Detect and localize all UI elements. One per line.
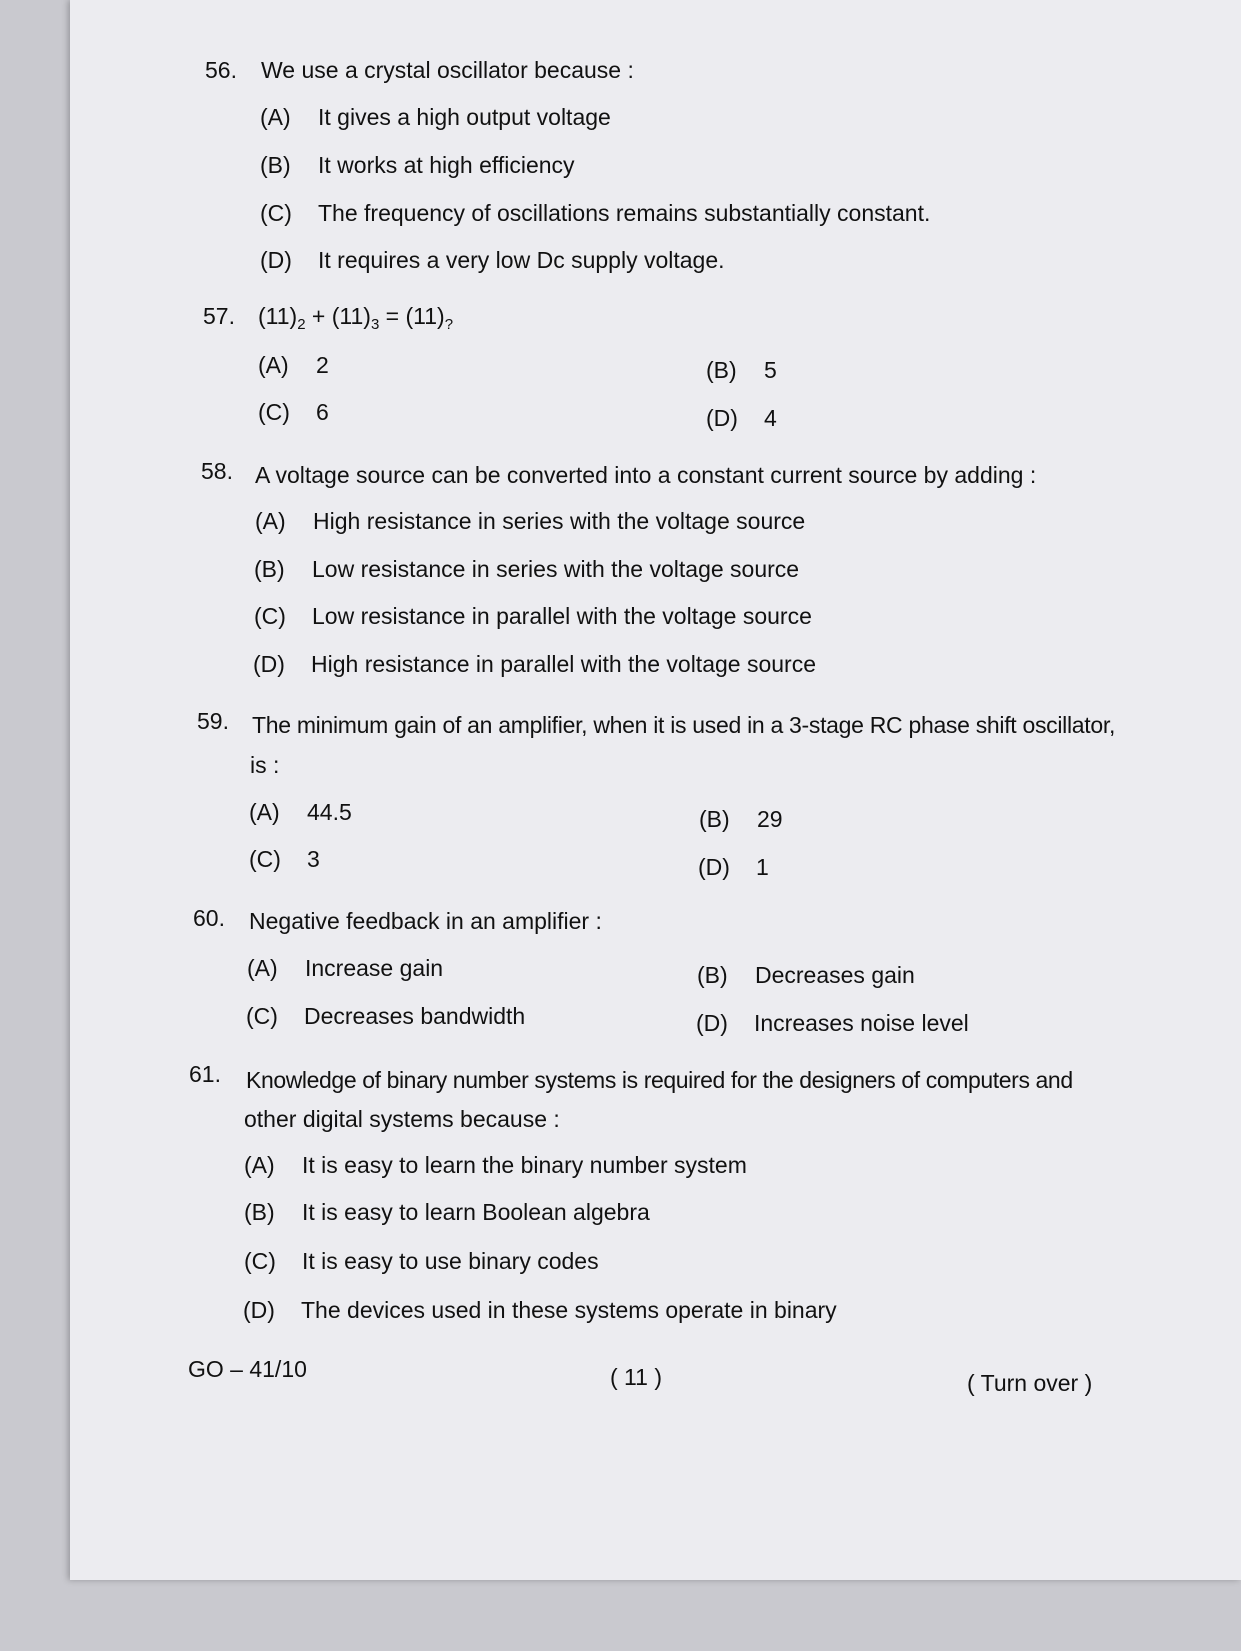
- option: [706, 405, 777, 432]
- option: [244, 1152, 747, 1179]
- option-text: High resistance in parallel with the voltage source: [311, 651, 816, 677]
- option-text: 1: [756, 854, 769, 880]
- option-label: (A): [258, 352, 289, 378]
- option-text: 44.5: [307, 799, 352, 825]
- option-text: Increases noise level: [754, 1010, 969, 1036]
- option-label: (A): [260, 104, 291, 130]
- question-text: The minimum gain of an amplifier, when it is used in a 3-stage RC phase shift oscillator,: [252, 712, 1116, 738]
- question-number: 61.: [189, 1061, 221, 1087]
- option-text: It is easy to learn Boolean algebra: [302, 1199, 650, 1225]
- option-text: 6: [316, 399, 329, 425]
- option-label: (D): [698, 854, 730, 880]
- option: [254, 603, 812, 630]
- question-text: A voltage source can be converted into a constant current source by adding :: [255, 462, 1037, 488]
- option-text: It works at high efficiency: [318, 152, 575, 178]
- option-label: (C): [244, 1248, 276, 1274]
- option-label: (D): [243, 1297, 275, 1323]
- option-label: (C): [254, 603, 286, 629]
- option-text: Decreases gain: [755, 962, 915, 988]
- question-text-cont: other digital systems because :: [244, 1106, 560, 1132]
- option: [706, 357, 777, 384]
- option-label: (B): [254, 556, 285, 582]
- option-text: Decreases bandwidth: [304, 1003, 526, 1029]
- option-text: It is easy to learn the binary number system: [302, 1152, 747, 1178]
- option: [699, 806, 783, 833]
- option-label: (C): [246, 1003, 278, 1029]
- option-label: (B): [260, 152, 291, 178]
- option: [243, 1297, 837, 1324]
- option: [249, 846, 320, 873]
- option: [254, 556, 799, 583]
- option-label: (B): [697, 962, 728, 988]
- option-label: (B): [699, 806, 730, 832]
- option-label: (A): [247, 955, 278, 981]
- option-text: The devices used in these systems operate in binary: [301, 1297, 837, 1323]
- option: [246, 1003, 525, 1030]
- option: [253, 651, 816, 678]
- option: [260, 152, 575, 179]
- option-text: Low resistance in parallel with the voltage source: [312, 603, 812, 629]
- option: [260, 247, 725, 274]
- option-text: 2: [316, 352, 329, 378]
- question-number: 59.: [197, 708, 229, 734]
- option-text: 3: [307, 846, 320, 872]
- option-label: (D): [253, 651, 285, 677]
- option-label: (B): [244, 1199, 275, 1225]
- question-text: We use a crystal oscillator because :: [261, 57, 634, 83]
- option-text: 5: [764, 357, 777, 383]
- option: [247, 955, 443, 982]
- question-number: 58.: [201, 458, 233, 484]
- option: [260, 104, 611, 131]
- option: [244, 1199, 650, 1226]
- option-text: 4: [764, 405, 777, 431]
- exam-page: [70, 0, 1241, 1580]
- option-text: The frequency of oscillations remains substantially constant.: [318, 200, 931, 226]
- option-label: (A): [255, 508, 286, 534]
- option-text: 29: [757, 806, 783, 832]
- question-number: 57.: [203, 303, 235, 329]
- option-text: It gives a high output voltage: [318, 104, 611, 130]
- question-number: 56.: [205, 57, 237, 83]
- question-text: Negative feedback in an amplifier :: [249, 908, 602, 934]
- question-text-cont: is :: [250, 752, 280, 778]
- option: [696, 1010, 969, 1037]
- question-text: $(11)_2 + (11)_3 = (11)_?$: [258, 303, 454, 333]
- option-label: (C): [249, 846, 281, 872]
- option-label: (D): [696, 1010, 728, 1036]
- option-text: It is easy to use binary codes: [302, 1248, 599, 1274]
- option: [249, 799, 352, 826]
- option: [260, 200, 930, 227]
- option: [258, 352, 329, 379]
- option-label: (D): [260, 247, 292, 273]
- option: [698, 854, 769, 881]
- question-number: 60.: [193, 905, 225, 931]
- option: [697, 962, 915, 989]
- page-number: ( 11 ): [610, 1364, 662, 1390]
- option-text: It requires a very low Dc supply voltage.: [318, 247, 725, 273]
- option: [255, 508, 805, 535]
- question-text: Knowledge of binary number systems is required for the designers of computers and: [246, 1067, 1073, 1093]
- option: [258, 399, 329, 426]
- option-text: High resistance in series with the voltage source: [313, 508, 806, 534]
- option-label: (A): [244, 1152, 275, 1178]
- paper-code: GO – 41/10: [188, 1356, 307, 1382]
- option-label: (D): [706, 405, 738, 431]
- option-label: (C): [258, 399, 290, 425]
- option-label: (B): [706, 357, 737, 383]
- option: [244, 1248, 599, 1275]
- option-label: (A): [249, 799, 280, 825]
- option-text: Low resistance in series with the voltage source: [312, 556, 800, 582]
- turn-over-note: ( Turn over ): [967, 1370, 1093, 1396]
- option-text: Increase gain: [305, 955, 444, 981]
- option-label: (C): [260, 200, 292, 226]
